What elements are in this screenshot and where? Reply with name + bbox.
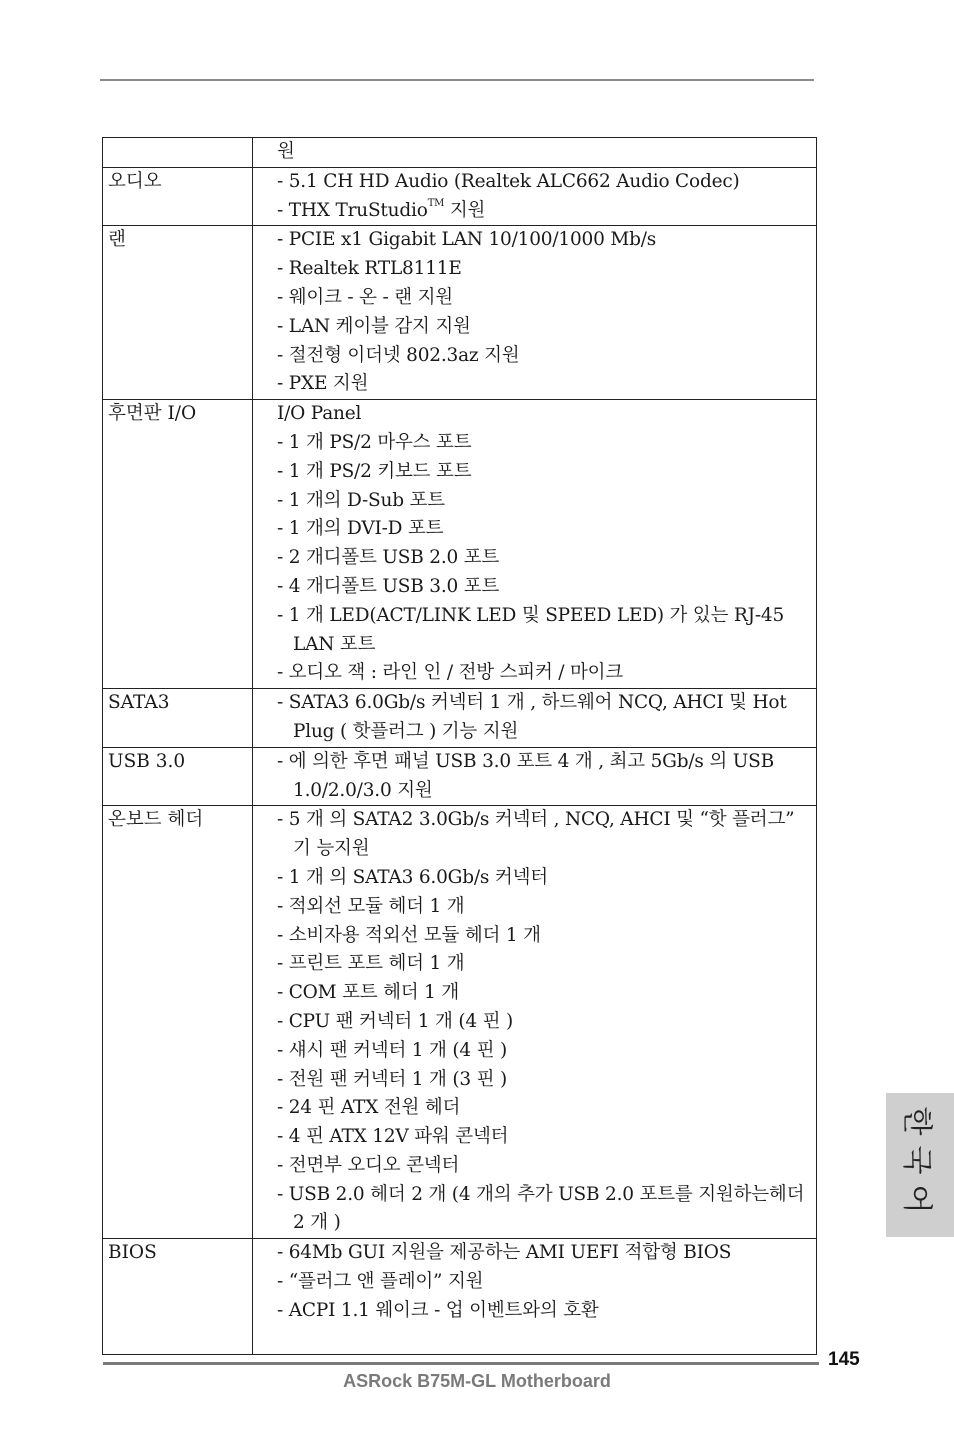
spec-line: 원 [277,141,295,162]
spec-row [103,689,817,748]
spec-line: I/O Panel [277,403,362,425]
spec-line: - USB 2.0 헤더 2 개 (4 개의 추가 USB 2.0 포트를 지원하는헤더 [277,1183,805,1205]
spec-line: - 4 개디폴트 USB 3.0 포트 [277,575,500,597]
language-tab-label: 한국어 [899,1106,934,1224]
trademark-mark: TM [427,197,445,209]
spec-line: - “플러그 앤 플레이” 지원 [277,1271,484,1293]
spec-row [103,400,817,689]
spec-table [102,137,817,1355]
spec-line: - 24 핀 ATX 전원 헤더 [277,1097,461,1119]
footer-rule [103,1362,819,1365]
spec-line: 2 개 ) [293,1212,341,1234]
spec-row [103,167,817,226]
spec-row [103,226,817,400]
spec-label: 오디오 [103,167,253,226]
spec-line: - 적외선 모듈 헤더 1 개 [277,895,465,917]
spec-line: - 64Mb GUI 지원을 제공하는 AMI UEFI 적합형 BIOS [277,1242,732,1264]
spec-content [253,226,817,400]
spec-label: 후면판 I/O [103,400,253,689]
spec-row [103,138,817,168]
spacer [277,1326,812,1354]
language-tab [886,1093,954,1237]
spec-line: - 2 개디폴트 USB 2.0 포트 [277,547,500,569]
spec-line: - 5.1 CH HD Audio (Realtek ALC662 Audio Codec) [277,170,740,192]
page-number: 145 [828,1349,860,1370]
spec-line: - PXE 지원 [277,373,369,395]
spec-line: LAN 포트 [293,633,376,655]
spec-line: - 섀시 팬 커넥터 1 개 (4 핀 ) [277,1039,508,1061]
spec-line: Plug ( 핫플러그 ) 기능 지원 [293,720,519,742]
spec-line: - 에 의한 후면 패널 USB 3.0 포트 4 개 , 최고 5Gb/s 의 USB [277,750,775,772]
spec-line: - 프린트 포트 헤더 1 개 [277,953,465,975]
spec-row [103,747,817,806]
spec-content [253,689,817,748]
spec-content [253,806,817,1239]
spec-content [253,138,817,168]
spec-line: - 1 개 PS/2 키보드 포트 [277,460,472,482]
spec-label: BIOS [103,1239,253,1354]
spec-label: 온보드 헤더 [103,806,253,1239]
spec-line: - 오디오 잭 : 라인 인 / 전방 스피커 / 마이크 [277,662,624,684]
spec-label: SATA3 [103,689,253,748]
spec-line: - 4 핀 ATX 12V 파워 콘넥터 [277,1126,509,1148]
spec-line: - 1 개의 D-Sub 포트 [277,489,445,511]
spec-line: - ACPI 1.1 웨이크 - 업 이벤트와의 호환 [277,1299,599,1321]
spec-content [253,167,817,226]
spec-line: - 웨이크 - 온 - 랜 지원 [277,286,453,308]
spec-line: - 소비자용 적외선 모듈 헤더 1 개 [277,924,541,946]
spec-line: - CPU 팬 커넥터 1 개 (4 핀 ) [277,1010,513,1032]
spec-content [253,1239,817,1354]
spec-line: - 1 개의 DVI-D 포트 [277,518,444,540]
spec-line: - THX TruStudio™ 지원 [277,197,486,221]
spec-line: - 1 개 PS/2 마우스 포트 [277,431,472,453]
spec-row [103,1239,817,1354]
spec-line: - 1 개 LED(ACT/LINK LED 및 SPEED LED) 가 있는 RJ-45 [277,604,785,626]
spec-line: - PCIE x1 Gigabit LAN 10/100/1000 Mb/s [277,229,657,251]
spec-line: - Realtek RTL8111E [277,258,462,280]
spec-line: 1.0/2.0/3.0 지원 [293,779,433,801]
spec-line: - 전원 팬 커넥터 1 개 (3 핀 ) [277,1068,508,1090]
header-rule [100,79,814,81]
spec-label: 랜 [103,226,253,400]
spec-line: - 전면부 오디오 콘넥터 [277,1154,460,1176]
spec-line: 기 능지원 [293,838,370,860]
footer-title: ASRock B75M-GL Motherboard [343,1371,611,1391]
spec-line: - COM 포트 헤더 1 개 [277,982,460,1004]
spec-label [103,138,253,168]
spec-row [103,806,817,1239]
spec-line: - 1 개 의 SATA3 6.0Gb/s 커넥터 [277,866,548,888]
spec-line: - LAN 케이블 감지 지원 [277,315,471,337]
spec-content [253,400,817,689]
spec-line: - SATA3 6.0Gb/s 커넥터 1 개 , 하드웨어 NCQ, AHCI 및 Hot [277,692,787,714]
spec-line: - 절전형 이더넷 802.3az 지원 [277,344,520,366]
spec-content [253,747,817,806]
spec-label: USB 3.0 [103,747,253,806]
spec-line: - 5 개 의 SATA2 3.0Gb/s 커넥터 , NCQ, AHCI 및 “핫 플러그” [277,809,795,831]
spec-table-body [103,138,817,1355]
